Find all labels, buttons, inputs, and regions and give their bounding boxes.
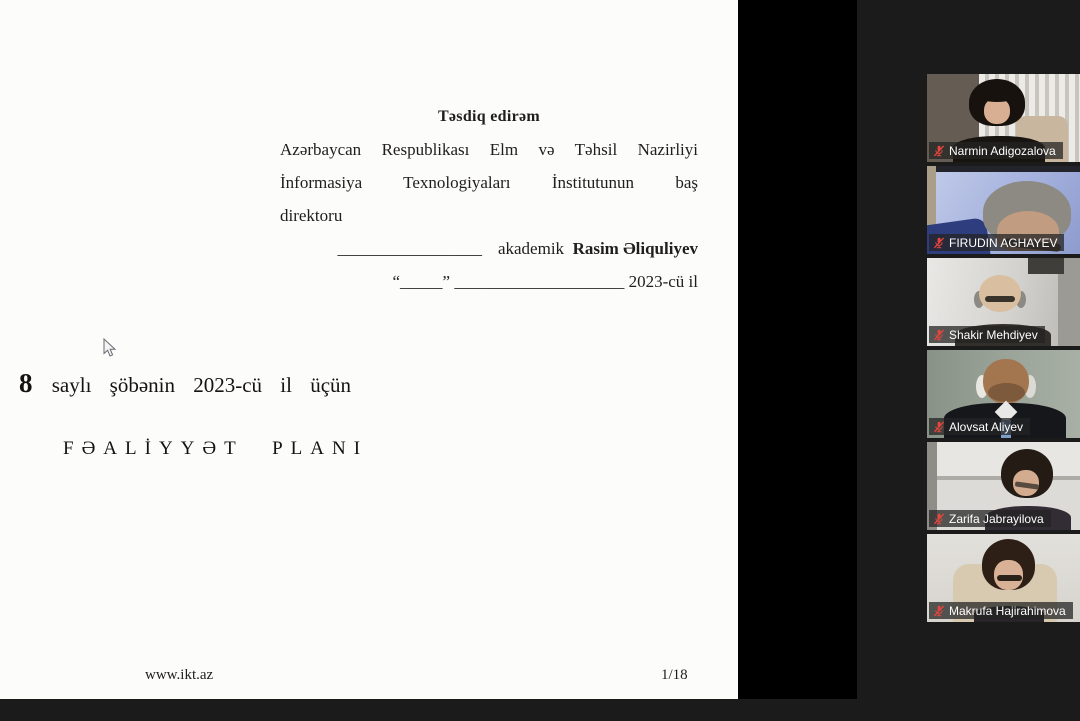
approval-block bbox=[280, 100, 698, 298]
muted-mic-icon bbox=[933, 237, 945, 249]
signature-line bbox=[280, 232, 698, 265]
department-number: 8 bbox=[19, 368, 34, 398]
approval-line-1: Azərbaycan Respublikası Elm və Təhsil Nazirliyi bbox=[280, 140, 698, 159]
participant-video-narmin[interactable] bbox=[927, 74, 1080, 162]
participant-name: Narmin Adigozalova bbox=[949, 143, 1056, 158]
participant-name: Shakir Mehdiyev bbox=[949, 327, 1038, 342]
participant-name: Makrufa Hajirahimova bbox=[949, 603, 1066, 618]
muted-mic-icon bbox=[933, 513, 945, 525]
mouse-cursor-icon bbox=[103, 338, 117, 358]
participant-video-zarifa[interactable] bbox=[927, 442, 1080, 530]
participant-name: Alovsat Aliyev bbox=[949, 419, 1024, 434]
signature-blank: _________________ bbox=[337, 239, 482, 258]
participant-video-firudin[interactable] bbox=[927, 166, 1080, 254]
approval-line-2: İnformasiya Texnologiyaları İnstitutunun baş bbox=[280, 173, 698, 192]
approval-title: Təsdiq edirəm bbox=[437, 108, 541, 125]
footer-website: www.ikt.az bbox=[145, 667, 214, 683]
participant-nameplate bbox=[929, 602, 1073, 619]
signature-role: akademik bbox=[497, 239, 565, 258]
participant-name: Zarifa Jabrayilova bbox=[949, 511, 1044, 526]
plan-title: FƏALİYYƏT PLANI bbox=[63, 438, 369, 459]
footer-page-number: 1/18 bbox=[661, 667, 688, 683]
department-heading bbox=[19, 368, 351, 399]
muted-mic-icon bbox=[933, 329, 945, 341]
participant-video-alovsat[interactable] bbox=[927, 350, 1080, 438]
participant-video-makrufa[interactable] bbox=[927, 534, 1080, 622]
director-name: Rasim Əliquliyev bbox=[572, 239, 698, 258]
department-heading-text: saylı şöbənin 2023-cü il üçün bbox=[51, 373, 352, 397]
participant-name: FIRUDIN AGHAYEV bbox=[949, 235, 1058, 250]
participants-panel bbox=[857, 0, 1080, 721]
muted-mic-icon bbox=[933, 605, 945, 617]
participant-nameplate bbox=[929, 510, 1051, 527]
participant-nameplate bbox=[929, 418, 1030, 435]
participant-nameplate bbox=[929, 142, 1063, 159]
participant-nameplate bbox=[929, 326, 1045, 343]
approval-line-3: direktoru bbox=[280, 206, 343, 225]
date-line: “_____” ____________________ 2023-cü il bbox=[392, 272, 698, 291]
participant-video-shakir[interactable] bbox=[927, 258, 1080, 346]
share-letterbox bbox=[738, 0, 857, 699]
muted-mic-icon bbox=[933, 145, 945, 157]
participant-nameplate bbox=[929, 234, 1064, 251]
muted-mic-icon bbox=[933, 421, 945, 433]
